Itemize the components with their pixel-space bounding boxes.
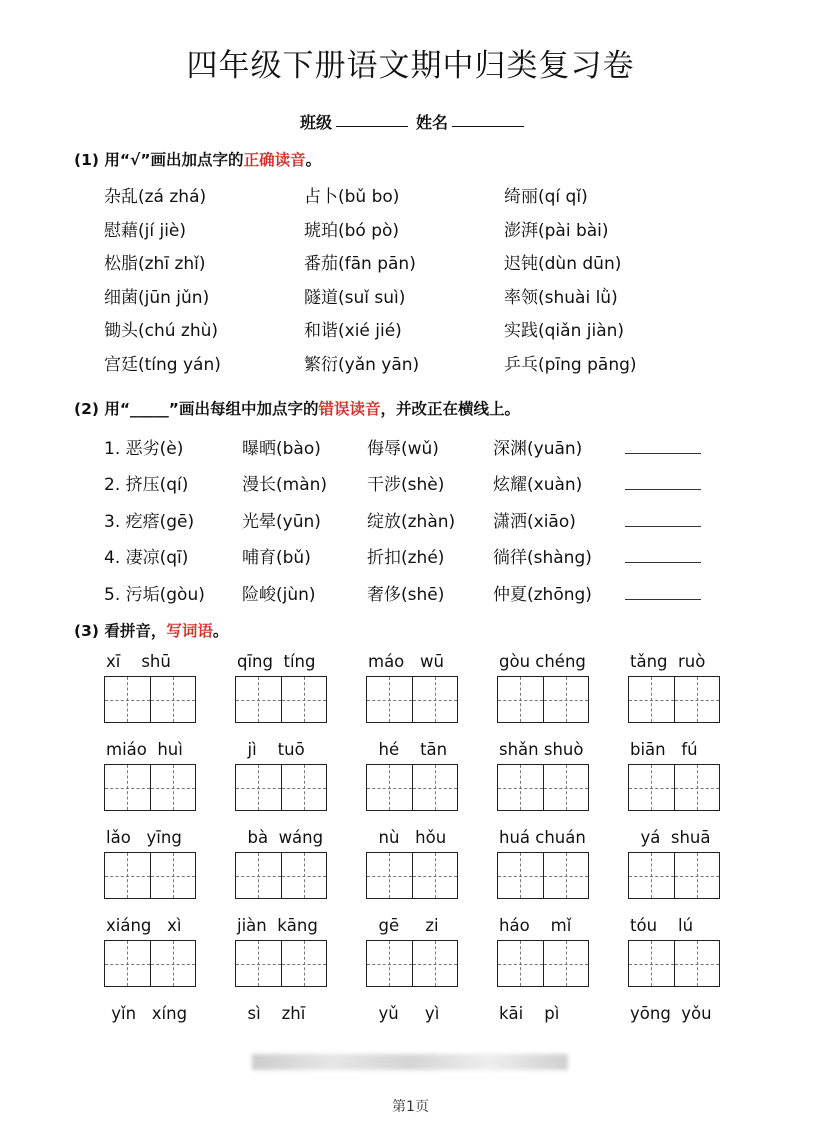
section3-row bbox=[104, 912, 759, 1000]
writing-grid[interactable] bbox=[628, 676, 720, 723]
pinyin-prompt: tóu lú bbox=[630, 916, 694, 935]
word-writing-unit bbox=[366, 1000, 497, 1088]
word-writing-unit bbox=[366, 912, 497, 1000]
word-writing-unit bbox=[497, 1000, 628, 1088]
word-writing-unit bbox=[235, 1000, 366, 1088]
section3-grid bbox=[104, 648, 759, 1088]
section3-row bbox=[104, 1000, 759, 1088]
name-label: 姓名 bbox=[416, 113, 449, 132]
pinyin-choice-item[interactable]: 绮丽(qí qǐ) bbox=[504, 187, 588, 208]
writing-box[interactable] bbox=[151, 765, 196, 810]
section2-heading-text: (2) 用“_____”画出每组中加点字的 bbox=[74, 400, 319, 418]
pinyin-choice-item[interactable]: 细菌(jūn jǔn) bbox=[104, 287, 210, 308]
writing-box[interactable] bbox=[105, 765, 151, 810]
word-writing-unit bbox=[497, 824, 628, 912]
section2-row bbox=[104, 538, 701, 575]
pinyin-word-item[interactable]: 2. 挤压(qí) bbox=[104, 475, 189, 496]
writing-box[interactable] bbox=[282, 677, 327, 722]
word-writing-unit bbox=[235, 824, 366, 912]
name-field[interactable] bbox=[452, 110, 524, 127]
writing-box[interactable] bbox=[629, 853, 675, 898]
writing-box[interactable] bbox=[675, 853, 720, 898]
word-writing-unit bbox=[497, 912, 628, 1000]
student-info bbox=[300, 110, 524, 133]
pinyin-prompt: miáo huì bbox=[106, 740, 183, 759]
section1-heading-end: 。 bbox=[305, 151, 322, 169]
writing-box[interactable] bbox=[105, 853, 151, 898]
writing-grid[interactable] bbox=[235, 940, 327, 987]
word-writing-unit bbox=[104, 824, 235, 912]
writing-box[interactable] bbox=[282, 765, 327, 810]
word-writing-unit bbox=[366, 648, 497, 736]
pinyin-choice-item[interactable]: 率领(shuài lǜ) bbox=[504, 287, 618, 308]
section2-heading-highlight: 错误读音 bbox=[318, 400, 381, 418]
pinyin-word-item[interactable]: 漫长(màn) bbox=[242, 475, 328, 496]
writing-box[interactable] bbox=[675, 765, 720, 810]
pinyin-choice-item[interactable]: 迟钝(dùn dūn) bbox=[504, 254, 622, 275]
writing-box[interactable] bbox=[282, 941, 327, 986]
pinyin-word-item[interactable]: 5. 污垢(gòu) bbox=[104, 584, 205, 605]
writing-box[interactable] bbox=[236, 765, 282, 810]
writing-box[interactable] bbox=[105, 941, 151, 986]
pinyin-word-item[interactable]: 光晕(yūn) bbox=[242, 511, 321, 532]
writing-grid[interactable] bbox=[497, 764, 589, 811]
writing-grid[interactable] bbox=[104, 940, 196, 987]
writing-grid[interactable] bbox=[104, 764, 196, 811]
writing-grid[interactable] bbox=[497, 852, 589, 899]
word-writing-unit bbox=[628, 824, 759, 912]
pinyin-prompt: yǔ yì bbox=[368, 1004, 440, 1023]
pinyin-prompt: kāi pì bbox=[499, 1004, 560, 1023]
pinyin-word-item[interactable]: 炫耀(xuàn) bbox=[493, 475, 583, 496]
pinyin-prompt: shǎn shuò bbox=[499, 740, 584, 759]
writing-box[interactable] bbox=[675, 941, 720, 986]
section2-heading-end: ，并改正在横线上。 bbox=[380, 400, 521, 418]
writing-grid[interactable] bbox=[628, 764, 720, 811]
section3-row bbox=[104, 824, 759, 912]
pinyin-prompt: bà wáng bbox=[237, 828, 324, 847]
writing-grid[interactable] bbox=[235, 852, 327, 899]
writing-box[interactable] bbox=[413, 853, 458, 898]
section3-heading-end: 。 bbox=[212, 622, 229, 640]
writing-box[interactable] bbox=[498, 765, 544, 810]
word-writing-unit bbox=[104, 912, 235, 1000]
pinyin-choice-item[interactable]: 澎湃(pài bài) bbox=[504, 220, 609, 241]
class-label: 班级 bbox=[300, 113, 333, 132]
word-writing-unit bbox=[366, 824, 497, 912]
pinyin-prompt: tǎng ruò bbox=[630, 652, 706, 671]
writing-grid[interactable] bbox=[104, 676, 196, 723]
section3-heading bbox=[74, 619, 228, 641]
word-writing-unit bbox=[628, 736, 759, 824]
writing-box[interactable] bbox=[151, 853, 196, 898]
pinyin-choice-item[interactable]: 实践(qiǎn jiàn) bbox=[504, 321, 625, 342]
pinyin-prompt: máo wū bbox=[368, 652, 444, 671]
pinyin-word-item[interactable]: 险峻(jùn) bbox=[242, 584, 316, 605]
section2-heading bbox=[74, 397, 520, 419]
page-number: 第1页 bbox=[392, 1099, 429, 1115]
writing-box[interactable] bbox=[413, 941, 458, 986]
pinyin-prompt: jiàn kāng bbox=[237, 916, 318, 935]
pinyin-prompt: yǐn xíng bbox=[106, 1004, 188, 1023]
pinyin-choice-item[interactable]: 杂乱(zá zhá) bbox=[104, 187, 207, 208]
section1-row bbox=[104, 245, 704, 279]
correction-blank[interactable] bbox=[625, 512, 701, 527]
word-writing-unit bbox=[104, 1000, 235, 1088]
pinyin-choice-item[interactable]: 宫廷(tíng yán) bbox=[104, 354, 221, 375]
writing-box[interactable] bbox=[498, 677, 544, 722]
writing-box[interactable] bbox=[236, 677, 282, 722]
writing-box[interactable] bbox=[544, 853, 589, 898]
writing-box[interactable] bbox=[151, 677, 196, 722]
pinyin-word-item[interactable]: 绽放(zhàn) bbox=[367, 511, 456, 532]
writing-box[interactable] bbox=[629, 765, 675, 810]
pinyin-choice-item[interactable]: 慰藉(jí jiè) bbox=[104, 220, 187, 241]
pinyin-choice-item[interactable]: 锄头(chú zhù) bbox=[104, 321, 219, 342]
word-writing-unit bbox=[235, 648, 366, 736]
writing-box[interactable] bbox=[675, 677, 720, 722]
section1-list bbox=[104, 178, 704, 379]
pinyin-choice-item[interactable]: 松脂(zhī zhǐ) bbox=[104, 254, 206, 275]
writing-box[interactable] bbox=[236, 941, 282, 986]
pinyin-choice-item[interactable]: 乒乓(pīng pāng) bbox=[504, 354, 637, 375]
correction-blank[interactable] bbox=[625, 585, 701, 600]
writing-box[interactable] bbox=[413, 677, 458, 722]
pinyin-word-item[interactable]: 1. 恶劣(è) bbox=[104, 438, 184, 459]
writing-box[interactable] bbox=[105, 677, 151, 722]
pinyin-prompt: biān fú bbox=[630, 740, 698, 759]
pinyin-prompt: lǎo yīng bbox=[106, 828, 182, 847]
writing-box[interactable] bbox=[367, 677, 413, 722]
writing-box[interactable] bbox=[151, 941, 196, 986]
writing-grid[interactable] bbox=[628, 852, 720, 899]
section2-row bbox=[104, 465, 701, 502]
correction-blank[interactable] bbox=[625, 439, 701, 454]
pinyin-word-item[interactable]: 干涉(shè) bbox=[367, 475, 445, 496]
pinyin-prompt: xiáng xì bbox=[106, 916, 182, 935]
pinyin-choice-item[interactable]: 隧道(suǐ suì) bbox=[304, 287, 406, 308]
writing-box[interactable] bbox=[367, 853, 413, 898]
word-writing-unit bbox=[497, 736, 628, 824]
pinyin-choice-item[interactable]: 占卜(bǔ bo) bbox=[304, 187, 400, 208]
section1-row bbox=[104, 346, 704, 380]
writing-grid[interactable] bbox=[366, 852, 458, 899]
pinyin-prompt: qīng tíng bbox=[237, 652, 316, 671]
pinyin-word-item[interactable]: 哺育(bǔ) bbox=[242, 548, 311, 569]
section3-row bbox=[104, 736, 759, 824]
section1-heading bbox=[74, 148, 321, 170]
writing-grid[interactable] bbox=[497, 940, 589, 987]
writing-box[interactable] bbox=[629, 677, 675, 722]
section2-row bbox=[104, 574, 701, 611]
pinyin-word-item[interactable]: 仲夏(zhōng) bbox=[493, 584, 592, 605]
pinyin-prompt: xī shū bbox=[106, 652, 171, 671]
pinyin-prompt: gē zi bbox=[368, 916, 439, 935]
pinyin-word-item[interactable]: 曝晒(bào) bbox=[242, 438, 321, 459]
word-writing-unit bbox=[628, 648, 759, 736]
word-writing-unit bbox=[366, 736, 497, 824]
writing-grid[interactable] bbox=[497, 676, 589, 723]
class-field[interactable] bbox=[336, 110, 408, 127]
writing-box[interactable] bbox=[282, 853, 327, 898]
section1-row bbox=[104, 279, 704, 313]
pinyin-prompt: sì zhī bbox=[237, 1004, 306, 1023]
writing-box[interactable] bbox=[367, 765, 413, 810]
word-writing-unit bbox=[104, 648, 235, 736]
pinyin-word-item[interactable]: 侮辱(wǔ) bbox=[367, 438, 439, 459]
correction-blank[interactable] bbox=[625, 548, 701, 563]
pinyin-word-item[interactable]: 3. 疙瘩(gē) bbox=[104, 511, 195, 532]
section1-heading-text: (1) 用“√”画出加点字的 bbox=[74, 151, 244, 169]
pinyin-prompt: nù hǒu bbox=[368, 828, 447, 847]
writing-box[interactable] bbox=[544, 941, 589, 986]
pinyin-prompt: gòu chéng bbox=[499, 652, 586, 671]
section2-row bbox=[104, 501, 701, 538]
writing-grid[interactable] bbox=[366, 676, 458, 723]
pinyin-choice-item[interactable]: 琥珀(bó pò) bbox=[304, 220, 400, 241]
pinyin-choice-item[interactable]: 和谐(xié jié) bbox=[304, 321, 402, 342]
word-writing-unit bbox=[104, 736, 235, 824]
word-writing-unit bbox=[628, 912, 759, 1000]
section1-row bbox=[104, 312, 704, 346]
pinyin-prompt: jì tuō bbox=[237, 740, 305, 759]
section2-list bbox=[104, 428, 701, 611]
writing-box[interactable] bbox=[413, 765, 458, 810]
word-writing-unit bbox=[628, 1000, 759, 1088]
section3-heading-highlight: 写词语 bbox=[166, 622, 213, 640]
pinyin-word-item[interactable]: 奢侈(shē) bbox=[367, 584, 445, 605]
pinyin-word-item[interactable]: 潇洒(xiāo) bbox=[493, 511, 576, 532]
writing-grid[interactable] bbox=[235, 764, 327, 811]
writing-grid[interactable] bbox=[104, 852, 196, 899]
writing-box[interactable] bbox=[544, 765, 589, 810]
writing-grid[interactable] bbox=[628, 940, 720, 987]
writing-box[interactable] bbox=[236, 853, 282, 898]
pinyin-prompt: háo mǐ bbox=[499, 916, 572, 935]
writing-grid[interactable] bbox=[235, 676, 327, 723]
section1-row bbox=[104, 178, 704, 212]
pinyin-prompt: yōng yǒu bbox=[630, 1004, 712, 1023]
section3-row bbox=[104, 648, 759, 736]
pinyin-choice-item[interactable]: 番茄(fān pān) bbox=[304, 254, 416, 275]
writing-grid[interactable] bbox=[366, 764, 458, 811]
writing-grid[interactable] bbox=[366, 940, 458, 987]
section1-row bbox=[104, 212, 704, 246]
word-writing-unit bbox=[235, 912, 366, 1000]
word-writing-unit bbox=[497, 648, 628, 736]
section2-row bbox=[104, 428, 701, 465]
writing-box[interactable] bbox=[629, 941, 675, 986]
correction-blank[interactable] bbox=[625, 475, 701, 490]
pinyin-prompt: yá shuā bbox=[630, 828, 711, 847]
writing-box[interactable] bbox=[498, 853, 544, 898]
writing-box[interactable] bbox=[367, 941, 413, 986]
pinyin-word-item[interactable]: 深渊(yuān) bbox=[493, 438, 583, 459]
section3-heading-text: (3) 看拼音， bbox=[74, 622, 167, 640]
section1-heading-highlight: 正确读音 bbox=[243, 151, 306, 169]
writing-box[interactable] bbox=[498, 941, 544, 986]
pinyin-prompt: huá chuán bbox=[499, 828, 586, 847]
pinyin-word-item[interactable]: 4. 凄凉(qī) bbox=[104, 548, 189, 569]
blurred-watermark bbox=[252, 1054, 568, 1070]
pinyin-word-item[interactable]: 折扣(zhé) bbox=[367, 548, 445, 569]
word-writing-unit bbox=[235, 736, 366, 824]
pinyin-word-item[interactable]: 徜徉(shàng) bbox=[493, 548, 592, 569]
pinyin-prompt: hé tān bbox=[368, 740, 448, 759]
page-title: 四年级下册语文期中归类复习卷 bbox=[186, 48, 635, 84]
writing-box[interactable] bbox=[544, 677, 589, 722]
pinyin-choice-item[interactable]: 繁衍(yǎn yān) bbox=[304, 354, 420, 375]
